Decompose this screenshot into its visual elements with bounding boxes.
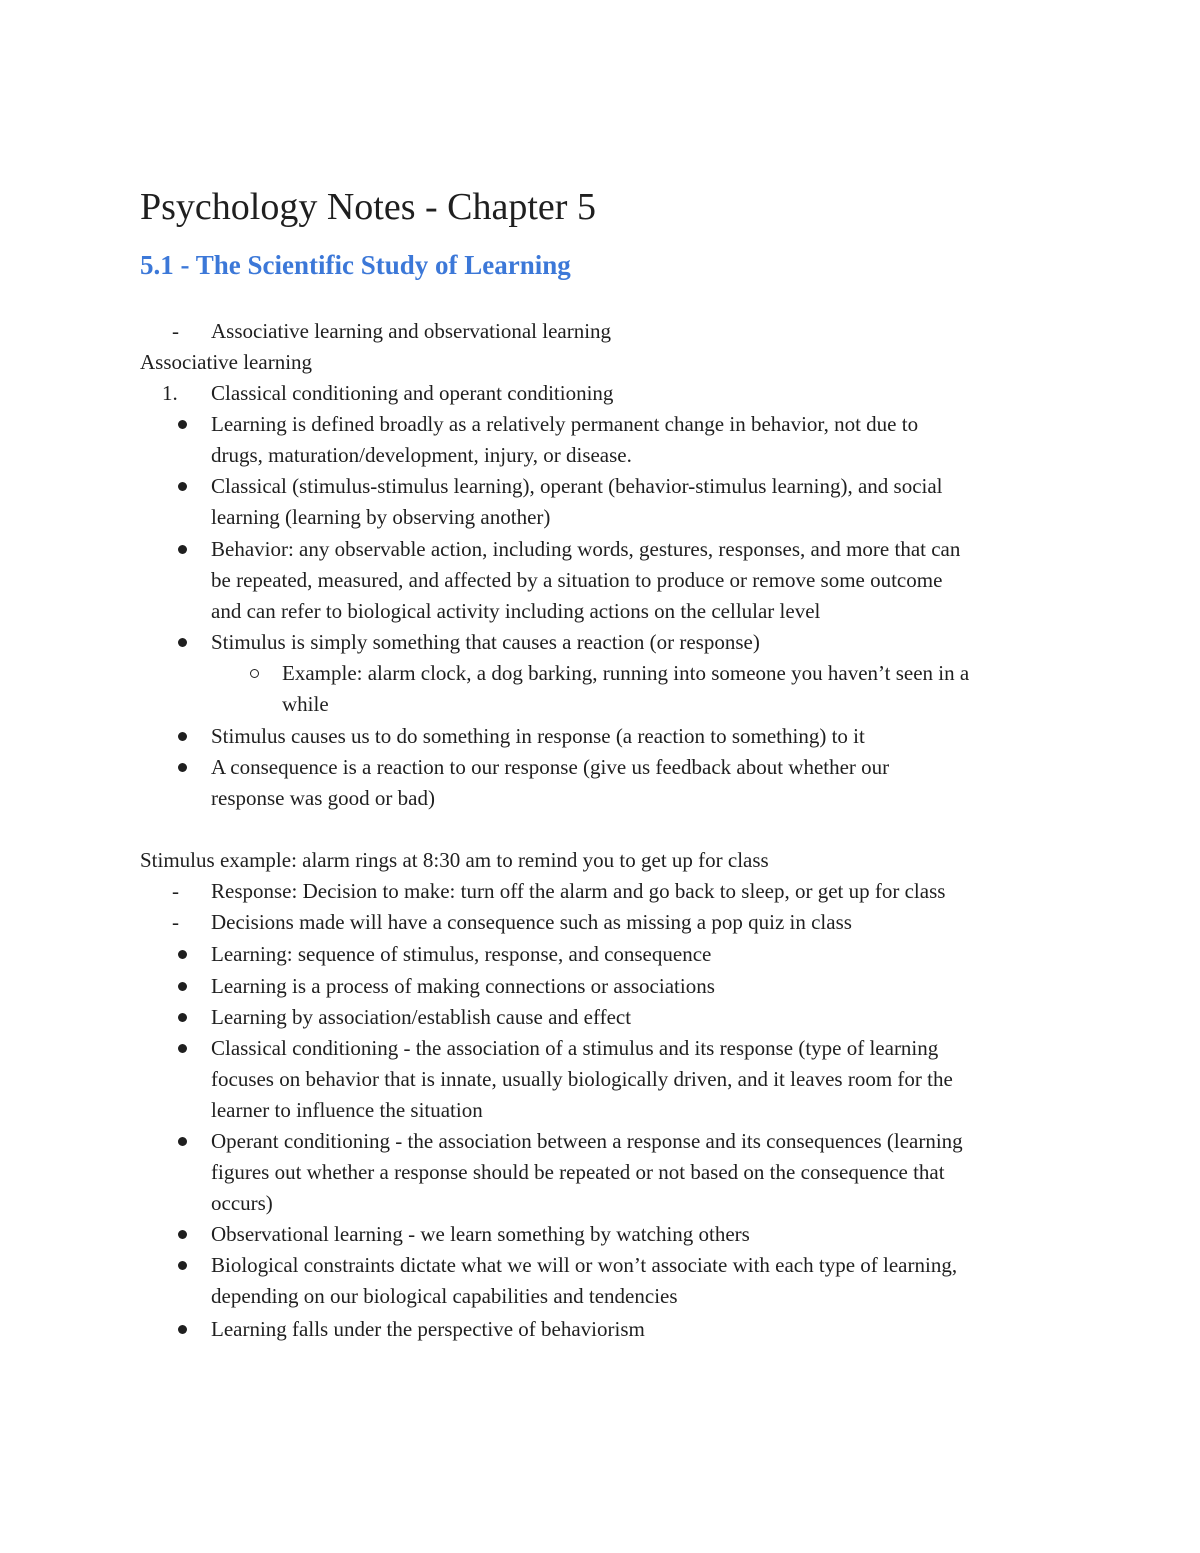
page-title: Psychology Notes - Chapter 5 [140, 186, 596, 228]
list-item-line: drugs, maturation/development, injury, or disease. [211, 443, 632, 467]
bullet-icon [178, 982, 187, 991]
sub-bullet-icon [250, 669, 259, 678]
dash-marker: - [172, 319, 179, 343]
list-item-line: A consequence is a reaction to our response (give us feedback about whether our [211, 755, 890, 779]
list-item-line: Stimulus causes us to do something in response (a reaction to something) to it [211, 724, 865, 748]
bullet-icon [178, 950, 187, 959]
list-item-line: Classical (stimulus-stimulus learning), operant (behavior-stimulus learning), and social [211, 474, 943, 498]
number-marker: 1. [162, 381, 178, 405]
list-item-line: learning (learning by observing another) [211, 505, 551, 529]
list-item: Decisions made will have a consequence such as missing a pop quiz in class [211, 910, 852, 934]
list-item-line: Learning: sequence of stimulus, response, and consequence [211, 942, 712, 966]
bullet-icon [178, 638, 187, 647]
list-item-line: Classical conditioning - the association of a stimulus and its response (type of learning [211, 1036, 939, 1060]
bullet-icon [178, 420, 187, 429]
list-item: Classical conditioning and operant conditioning [211, 381, 614, 405]
list-item-line: response was good or bad) [211, 786, 435, 810]
list-item-line: be repeated, measured, and affected by a situation to produce or remove some outcome [211, 568, 943, 592]
bullet-icon [178, 732, 187, 741]
bullet-icon [178, 1137, 187, 1146]
list-item-line: occurs) [211, 1191, 273, 1215]
list-item-line: Learning is a process of making connections or associations [211, 974, 715, 998]
bullet-icon [178, 545, 187, 554]
section-heading: 5.1 - The Scientific Study of Learning [140, 250, 571, 280]
list-item-line: Stimulus is simply something that causes a reaction (or response) [211, 630, 760, 654]
list-item-line: Learning by association/establish cause and effect [211, 1005, 632, 1029]
list-item-line: Operant conditioning - the association between a response and its consequences (learning [211, 1129, 963, 1153]
list-item: Response: Decision to make: turn off the alarm and go back to sleep, or get up for class [211, 879, 946, 903]
bullet-icon [178, 1230, 187, 1239]
bullet-icon [178, 1261, 187, 1270]
paragraph-label: Associative learning [140, 350, 313, 374]
list-item-line: Behavior: any observable action, including words, gestures, responses, and more that can [211, 537, 961, 561]
bullet-icon [178, 1044, 187, 1053]
dash-marker: - [172, 910, 179, 934]
sub-list-item-line: Example: alarm clock, a dog barking, running into someone you haven’t seen in a [282, 661, 970, 685]
list-item-line: focuses on behavior that is innate, usually biologically driven, and it leaves room for the [211, 1067, 953, 1091]
list-item-line: Observational learning - we learn something by watching others [211, 1222, 750, 1246]
bullet-icon [178, 1013, 187, 1022]
list-item-line: figures out whether a response should be repeated or not based on the consequence that [211, 1160, 945, 1184]
dash-marker: - [172, 879, 179, 903]
list-item: Associative learning and observational learning [211, 319, 612, 343]
bullet-icon [178, 482, 187, 491]
list-item-line: Learning is defined broadly as a relatively permanent change in behavior, not due to [211, 412, 919, 436]
bullet-icon [178, 1325, 187, 1334]
list-item-line: depending on our biological capabilities and tendencies [211, 1284, 678, 1308]
list-item-line: Learning falls under the perspective of behaviorism [211, 1317, 645, 1341]
paragraph-label: Stimulus example: alarm rings at 8:30 am to remind you to get up for class [140, 848, 769, 872]
sub-list-item-line: while [282, 692, 329, 716]
list-item-line: Biological constraints dictate what we will or won’t associate with each type of learning, [211, 1253, 958, 1277]
bullet-icon [178, 763, 187, 772]
list-item-line: learner to influence the situation [211, 1098, 483, 1122]
list-item-line: and can refer to biological activity including actions on the cellular level [211, 599, 821, 623]
